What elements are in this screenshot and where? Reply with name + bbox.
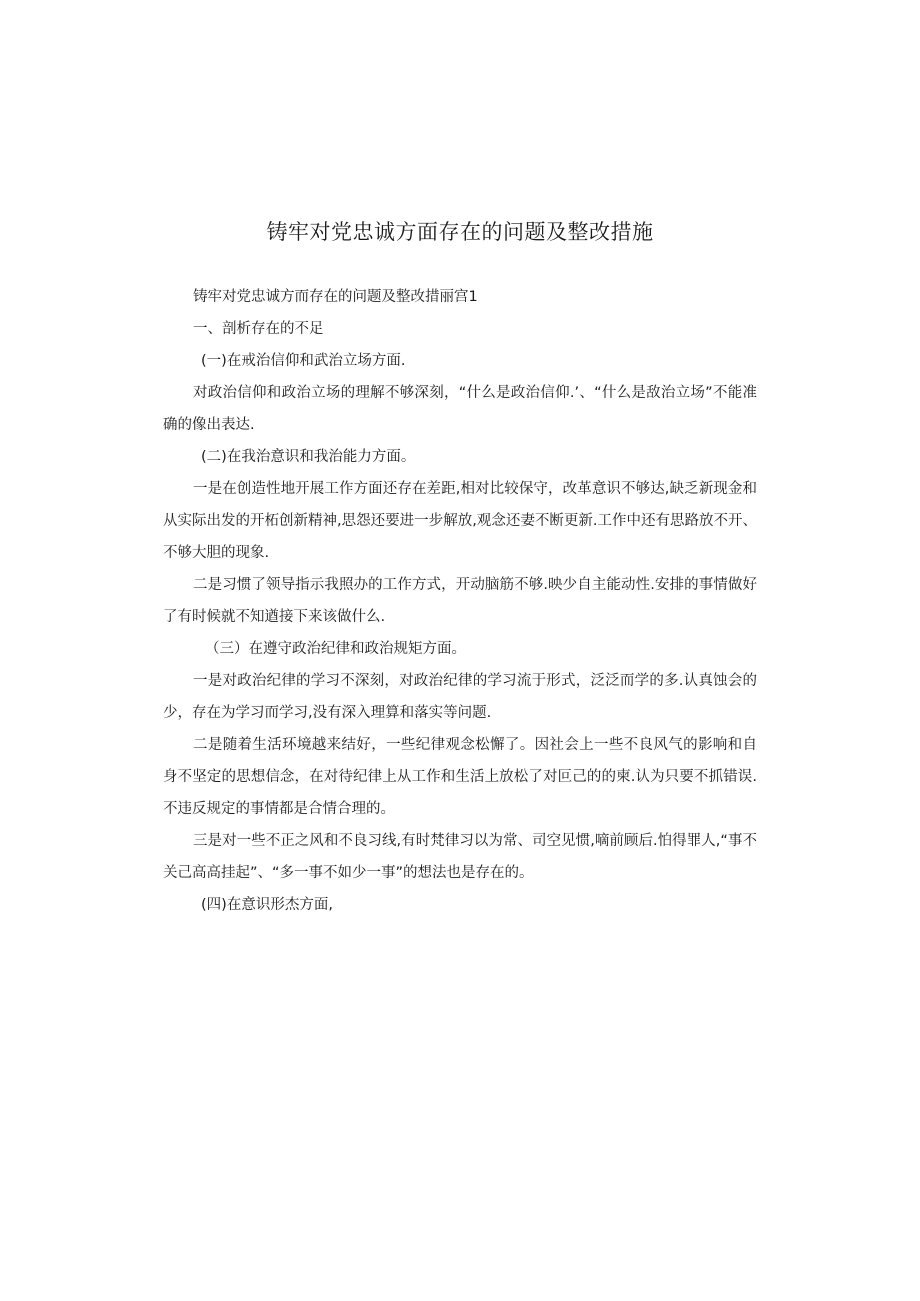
paragraph-subtitle: 铸牢对党忠诚方而存在的问题及整改措丽宫1 xyxy=(193,289,478,305)
document-body xyxy=(163,281,757,921)
paragraph-subheading-3: （三）在遵守政治纪律和政治规矩方面。 xyxy=(205,641,466,657)
paragraph-subheading-2: (二)在我治意识和我治能力方面。 xyxy=(201,449,416,465)
paragraph-body: 三是对一些不正之风和不良习线,有时梵律习以为常、司空见惯,嘀前顾后.怕得罪人,“事不关己高高挂起”、“多一事不如少一事”的想法也是存在的。 xyxy=(163,833,757,881)
paragraph-body: 对政治信仰和政治立场的理解不够深刻，“什么是政治信仰.’、“什么是敌治立场”不能准确的像出表达. xyxy=(163,385,757,433)
paragraph-body: 二是习惯了领导指示我照办的工作方式，开动脑筋不够.映少自主能动性.安排的事情做好了有时候就不知遒接下来该做什么. xyxy=(163,577,757,625)
paragraph-subheading-1: (一)在戒治信仰和武治立场方面. xyxy=(201,353,406,369)
document-title: 铸牢对党忠诚方面存在的问题及整改措施 xyxy=(266,220,654,244)
paragraph-subheading-4: (四)在意识形杰方面, xyxy=(201,897,333,913)
paragraph-body: 二是随着生活环境越来结好，一些纪律观念松懈了。因社会上一些不良风气的影响和自身不坚定的思想信念，在对待纪律上从工作和生活上放松了对叵己的的柬.认为只要不抓错误.不违反规定的事情都是合情合理的。 xyxy=(163,737,757,817)
paragraph-body: 一是对政治纪律的学习不深刻，对政治纪律的学习流于形式，泛泛而学的多.认真蚀会的少，存在为学习而学习,没有深入理算和落实等问题. xyxy=(163,673,757,721)
paragraph-section-heading: 一、剖析存在的不足 xyxy=(193,321,324,337)
paragraph-body: 一是在创造性地开展工作方面还存在差距,相对比较保守，改革意识不够达,缺乏新现金和从实际出发的开柘创新精神,思怨还要进一步解放,观念还妻不断更新.工作中还有思路放不开、不够大胆的现象. xyxy=(163,481,757,561)
